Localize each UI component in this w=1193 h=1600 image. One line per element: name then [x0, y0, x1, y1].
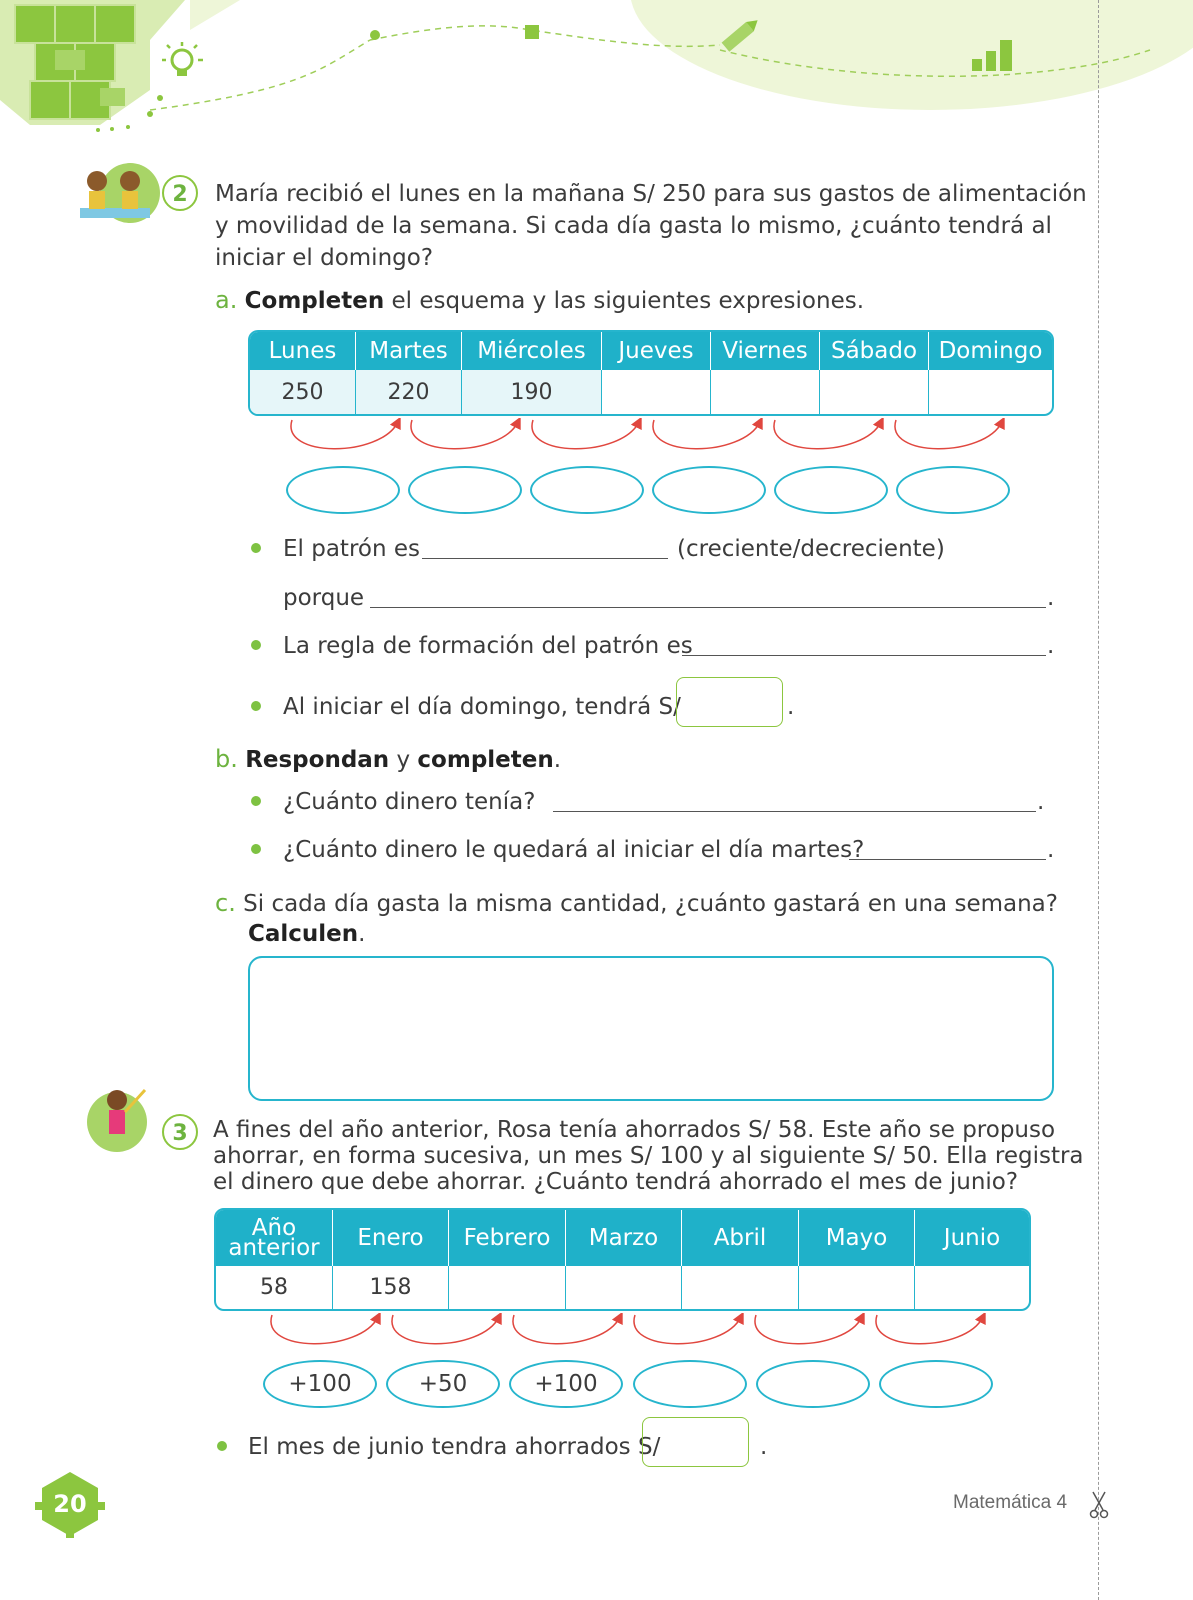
header-cell: Junio	[943, 1225, 1001, 1251]
q2-part-a	[215, 284, 864, 317]
rule-answer-line[interactable]	[682, 655, 1046, 656]
pencil-icon	[715, 10, 765, 60]
header-line: anterior	[228, 1235, 320, 1261]
girl-with-pencil-icon	[85, 1082, 155, 1154]
table-value-row	[250, 370, 1052, 414]
instruction-text: y	[389, 747, 418, 773]
bullet-dot	[251, 543, 261, 553]
instruction-text: Si cada día gasta la misma cantidad, ¿cuánto gastará en una semana?	[243, 891, 1058, 917]
period: .	[1037, 789, 1045, 815]
pattern-label: El patrón es	[283, 536, 420, 562]
cut-line	[1098, 0, 1099, 1600]
operation-oval: +100	[263, 1360, 377, 1408]
header-cell: Jueves	[602, 332, 711, 370]
june-label: El mes de junio tendra ahorrados S/	[248, 1434, 661, 1460]
b-answer-line-2[interactable]	[849, 859, 1046, 860]
because-answer-line[interactable]	[370, 607, 1046, 608]
header-cell: Martes	[356, 332, 462, 370]
value-cell: 190	[462, 370, 602, 414]
q3-text-line3: el dinero que debe ahorrar. ¿Cuánto tendrá ahorrado el mes de junio?	[213, 1169, 1019, 1195]
q3-months-table	[214, 1208, 1031, 1311]
part-letter: c.	[215, 889, 236, 917]
q2-arrows	[280, 418, 1020, 463]
calculation-area[interactable]	[248, 956, 1054, 1101]
q2-text-line3: iniciar el domingo?	[215, 245, 434, 271]
operation-oval-input[interactable]	[530, 466, 644, 514]
lightbulb-icon	[160, 40, 206, 86]
pattern-answer-line[interactable]	[422, 558, 668, 559]
q2-part-b	[215, 743, 561, 776]
q3-text-line1: A fines del año anterior, Rosa tenía ahorrados S/ 58. Este año se propuso	[213, 1117, 1056, 1143]
value-cell-input[interactable]	[682, 1266, 799, 1309]
value-cell: 250	[250, 370, 356, 414]
pattern-options: (creciente/decreciente)	[677, 536, 945, 562]
header-line: Año	[251, 1215, 297, 1241]
operation-oval: +100	[509, 1360, 623, 1408]
value-cell-input[interactable]	[711, 370, 820, 414]
operation-oval-input[interactable]	[896, 466, 1010, 514]
instruction-text: .	[358, 921, 366, 947]
header-cell: Sábado	[820, 332, 929, 370]
value-cell: 158	[333, 1266, 449, 1309]
instruction-verb: Completen	[244, 288, 385, 314]
sunday-answer-box[interactable]	[676, 677, 783, 727]
operation-oval-input[interactable]	[286, 466, 400, 514]
q3-arrows	[262, 1313, 1002, 1358]
operation-oval-input[interactable]	[408, 466, 522, 514]
header-cell-previous-year	[216, 1210, 333, 1266]
header-cell: Lunes	[250, 332, 356, 370]
bullet-dot	[251, 640, 261, 650]
q2-text-line2: y movilidad de la semana. Si cada día gasta lo mismo, ¿cuánto tendrá al	[215, 213, 1052, 239]
instruction-verb: Calculen	[248, 921, 359, 947]
operation-oval-input[interactable]	[633, 1360, 747, 1408]
bar-chart-icon	[970, 35, 1020, 75]
page-number: 20	[53, 1490, 87, 1518]
b-question-2: ¿Cuánto dinero le quedará al iniciar el día martes?	[283, 837, 865, 863]
header-cell: Mayo	[799, 1210, 915, 1266]
value-cell: 220	[356, 370, 462, 414]
table-header-row	[250, 332, 1052, 370]
header-cell: Viernes	[711, 332, 820, 370]
rule-label: La regla de formación del patrón es	[283, 633, 693, 659]
scissors-icon	[1088, 1490, 1110, 1520]
value-cell: 58	[216, 1266, 333, 1309]
header-cell: Marzo	[566, 1210, 682, 1266]
operation-oval-input[interactable]	[879, 1360, 993, 1408]
period: .	[1047, 585, 1055, 611]
q2-part-c-line2	[248, 918, 365, 950]
table-header-row	[216, 1210, 1029, 1266]
sunday-label: Al iniciar el día domingo, tendrá S/	[283, 694, 681, 720]
june-answer-box[interactable]	[642, 1417, 749, 1467]
instruction-text: .	[553, 747, 562, 773]
value-cell-input[interactable]	[566, 1266, 682, 1309]
operation-oval-input[interactable]	[652, 466, 766, 514]
header-cell: Miércoles	[462, 332, 602, 370]
period: .	[787, 694, 795, 720]
header-cell: Domingo	[938, 338, 1043, 364]
header-cell: Febrero	[449, 1210, 566, 1266]
instruction-verb: completen	[417, 747, 554, 773]
period: .	[760, 1434, 768, 1460]
value-cell-input[interactable]	[820, 370, 929, 414]
value-cell-input[interactable]	[915, 1266, 1029, 1309]
book-title: Matemática 4	[953, 1492, 1068, 1513]
question-number-2: 2	[162, 175, 198, 211]
operation-oval-input[interactable]	[774, 466, 888, 514]
bullet-dot	[251, 701, 261, 711]
period: .	[1047, 837, 1055, 863]
value-cell-input[interactable]	[929, 370, 1052, 414]
operation-oval-input[interactable]	[756, 1360, 870, 1408]
q2-days-table	[248, 330, 1054, 416]
b-question-1: ¿Cuánto dinero tenía?	[283, 789, 536, 815]
header-cell: Abril	[682, 1210, 799, 1266]
q2-text-line1: María recibió el lunes en la mañana S/ 250 para sus gastos de alimentación	[215, 181, 1087, 207]
value-cell-input[interactable]	[799, 1266, 915, 1309]
b-answer-line-1[interactable]	[553, 811, 1036, 812]
part-letter: b.	[215, 745, 238, 773]
q2-part-c	[215, 887, 1058, 920]
part-letter: a.	[215, 286, 238, 314]
value-cell-input[interactable]	[602, 370, 711, 414]
instruction-verb: Respondan	[245, 747, 390, 773]
period: .	[1047, 633, 1055, 659]
bullet-dot	[251, 844, 261, 854]
instruction-text: el esquema y las siguientes expresiones.	[384, 288, 865, 314]
question-number-3: 3	[162, 1114, 198, 1150]
value-cell-input[interactable]	[449, 1266, 566, 1309]
bullet-dot	[217, 1441, 227, 1451]
because-label: porque	[283, 585, 365, 611]
children-reading-icon	[75, 163, 160, 225]
q3-text-line2: ahorrar, en forma sucesiva, un mes S/ 100 y al siguiente S/ 50. Ella registra	[213, 1143, 1084, 1169]
operation-oval: +50	[386, 1360, 500, 1408]
bullet-dot	[251, 796, 261, 806]
table-value-row	[216, 1266, 1029, 1309]
header-cell: Enero	[333, 1210, 449, 1266]
